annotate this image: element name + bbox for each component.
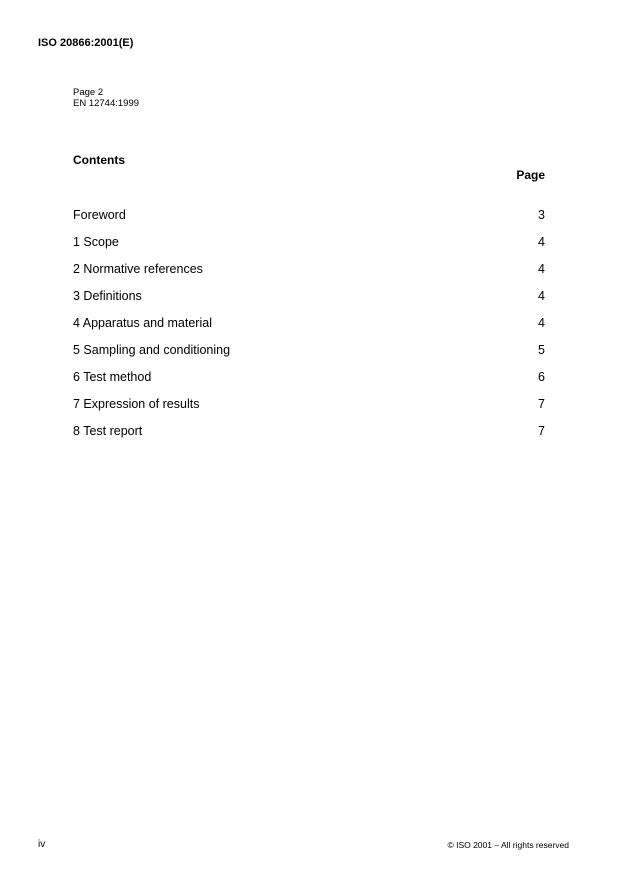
toc-entry-label: 2 Normative references [73,262,203,276]
contents-title: Contents [73,153,125,167]
toc-entry[interactable] [73,289,545,316]
toc-entry[interactable] [73,397,545,424]
toc-entry-page: 3 [538,208,545,222]
toc-entry-label: 8 Test report [73,424,143,438]
toc-entry-page: 4 [538,289,545,303]
toc-entry-label: Foreword [73,208,126,222]
toc-entry-label: 3 Definitions [73,289,142,303]
toc-entry[interactable] [73,235,545,262]
reference-block [73,87,139,109]
toc-entry-label: 4 Apparatus and material [73,316,212,330]
toc-entry-label: 6 Test method [73,370,152,384]
toc-entry-label: 1 Scope [73,235,119,249]
toc-entry-page: 4 [538,262,545,276]
toc-entry-page: 6 [538,370,545,384]
toc-entry-page: 7 [538,397,545,411]
toc-entry-page: 5 [538,343,545,357]
toc-entry-label: 7 Expression of results [73,397,200,411]
toc-entry[interactable] [73,343,545,370]
toc-entry-page: 7 [538,424,545,438]
toc-entry[interactable] [73,262,545,289]
page-column-heading: Page [516,168,545,182]
reference-page-line: Page 2 [73,87,104,98]
toc-entry[interactable] [73,424,545,451]
reference-en-line: EN 12744:1999 [73,98,140,109]
footer-copyright: © ISO 2001 – All rights reserved [447,840,569,850]
toc-entry[interactable] [73,208,545,235]
toc-entry-page: 4 [538,235,545,249]
toc-entry-label: 5 Sampling and conditioning [73,343,231,357]
table-of-contents [73,208,545,451]
toc-entry[interactable] [73,370,545,397]
toc-entry[interactable] [73,316,545,343]
toc-entry-page: 4 [538,316,545,330]
footer-page-number: iv [38,839,46,850]
standard-designation: ISO 20866:2001(E) [38,37,134,49]
